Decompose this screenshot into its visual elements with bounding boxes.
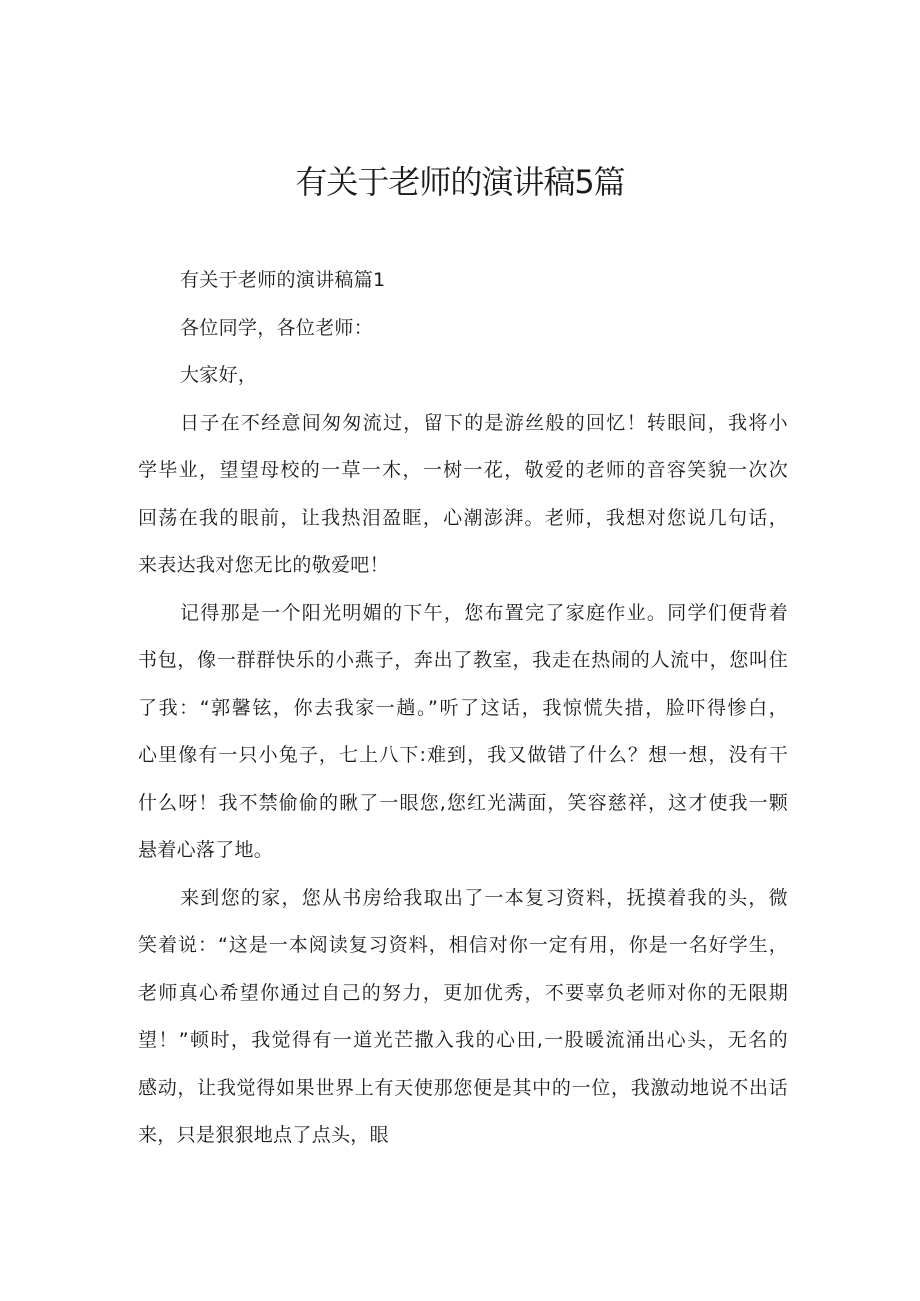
text-line: 各位同学，各位老师：: [180, 316, 374, 339]
text-line: 了我：“郭馨铉，你去我家一趟。”听了这话，我惊慌失措，脸吓得惨白，: [138, 696, 788, 719]
text-line: 来表达我对您无比的敬爱吧！: [138, 554, 389, 576]
text-line: 来，只是狠狠地点了点头，眼: [138, 1124, 389, 1146]
text-line: 学毕业，望望母校的一草一木，一树一花，敬爱的老师的音容笑貌一次次: [138, 459, 788, 481]
text-line: 老师真心希望你通过自己的努力，更加优秀，不要辜负老师对你的无限期: [138, 981, 788, 1004]
text-line: 回荡在我的眼前，让我热泪盈眶，心潮澎湃。老师，我想对您说几句话，: [138, 506, 788, 529]
text-line: 什么呀！我不禁偷偷的瞅了一眼您,您红光满面，笑容慈祥，这才使我一颗: [138, 791, 788, 814]
text-line: 心里像有一只小兔子，七上八下:难到，我又做错了什么？想一想，没有干: [138, 744, 788, 766]
document-title: 有关于老师的演讲稿5篇: [295, 163, 625, 201]
text-line: 书包，像一群群快乐的小燕子，奔出了教室，我走在热闹的人流中，您叫住: [138, 649, 788, 671]
document-body: [138, 257, 788, 1160]
text-line: 笑着说：“这是一本阅读复习资料，相信对你一定有用，你是一名好学生，: [138, 934, 788, 956]
text-line: 记得那是一个阳光明媚的下午，您布置完了家庭作业。同学们便背着: [180, 601, 788, 624]
text-line: 望！”顿时，我觉得有一道光芒撒入我的心田,一股暖流涌出心头，无名的: [138, 1029, 788, 1051]
text-line: 日子在不经意间匆匆流过，留下的是游丝般的回忆！转眼间，我将小: [180, 411, 788, 434]
text-line: 悬着心落了地。: [138, 839, 274, 861]
text-line: 有关于老师的演讲稿篇1: [180, 269, 386, 291]
text-line: 感动，让我觉得如果世界上有天使那您便是其中的一位，我激动地说不出话: [138, 1076, 788, 1099]
text-line: 大家好，: [180, 364, 258, 386]
text-line: 来到您的家，您从书房给我取出了一本复习资料，抚摸着我的头，微: [180, 886, 788, 909]
